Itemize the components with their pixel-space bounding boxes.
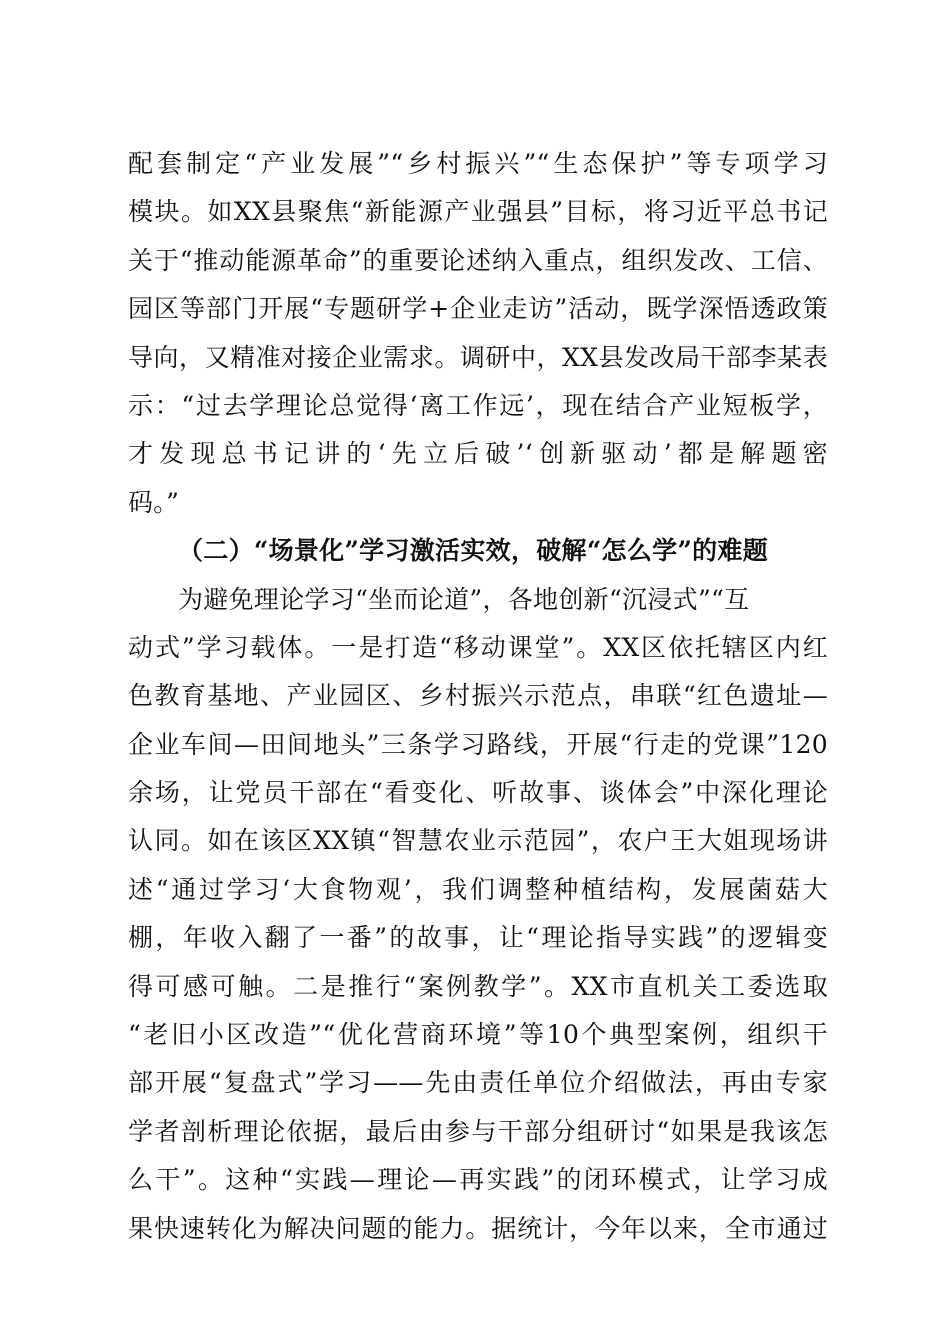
paragraph-line: 导向，又精准对接企业需求。调研中，XX县发改局干部李某表 xyxy=(128,342,828,372)
paragraph-line: 部开展“复盘式”学习——先由责任单位介绍做法，再由专家 xyxy=(128,1068,828,1098)
section-heading: （二）“场景化”学习激活实效，破解“怎么学”的难题 xyxy=(178,536,769,566)
paragraph-line: 才发现总书记讲的‘先立后破’‘创新驱动’都是解题密 xyxy=(128,439,828,469)
body-text xyxy=(128,140,828,1253)
paragraph-line: 码。” xyxy=(128,487,180,517)
paragraph-line: 述“通过学习‘大食物观’，我们调整种植结构，发展菌菇大 xyxy=(128,874,828,904)
paragraph-line: 园区等部门开展“专题研学+企业走访”活动，既学深悟透政策 xyxy=(128,294,828,324)
paragraph-line: 关于“推动能源革命”的重要论述纳入重点，组织发改、工信、 xyxy=(128,245,828,275)
paragraph-line: 为避免理论学习“坐而论道”，各地创新“沉浸式”“互 xyxy=(178,584,750,614)
paragraph-line: “老旧小区改造”“优化营商环境”等10个典型案例，组织干 xyxy=(128,1020,828,1050)
paragraph-line: 棚，年收入翻了一番”的故事，让“理论指导实践”的逻辑变 xyxy=(128,923,828,953)
paragraph-line: 配套制定“产业发展”“乡村振兴”“生态保护”等专项学习 xyxy=(128,149,828,178)
paragraph-line: 认同。如在该区XX镇“智慧农业示范园”，农户王大姐现场讲 xyxy=(128,826,828,856)
paragraph-line: 余场，让党员干部在“看变化、听故事、谈体会”中深化理论 xyxy=(128,778,828,808)
paragraph-line: 示：“过去学理论总觉得‘离工作远’，现在结合产业短板学， xyxy=(128,390,828,420)
paragraph-line: 么干”。这种“实践—理论—再实践”的闭环模式，让学习成 xyxy=(128,1165,828,1195)
paragraph-line: 模块。如XX县聚焦“新能源产业强县”目标，将习近平总书记 xyxy=(128,197,828,227)
paragraph-line: 学者剖析理论依据，最后由参与干部分组研讨“如果是我该怎 xyxy=(128,1116,828,1146)
paragraph-line: 动式”学习载体。一是打造“移动课堂”。XX区依托辖区内红 xyxy=(128,632,828,662)
paragraph-line: 果快速转化为解决问题的能力。据统计，今年以来，全市通过 xyxy=(128,1213,828,1243)
paragraph-1 xyxy=(128,140,828,527)
paragraph-line: 色教育基地、产业园区、乡村振兴示范点，串联“红色遗址— xyxy=(128,681,828,711)
paragraph-line: 企业车间—田间地头”三条学习路线，开展“行走的党课”120 xyxy=(128,729,828,759)
paragraph-line: 得可感可触。二是推行“案例教学”。XX市直机关工委选取 xyxy=(128,971,828,1001)
paragraph-2 xyxy=(128,576,828,1253)
